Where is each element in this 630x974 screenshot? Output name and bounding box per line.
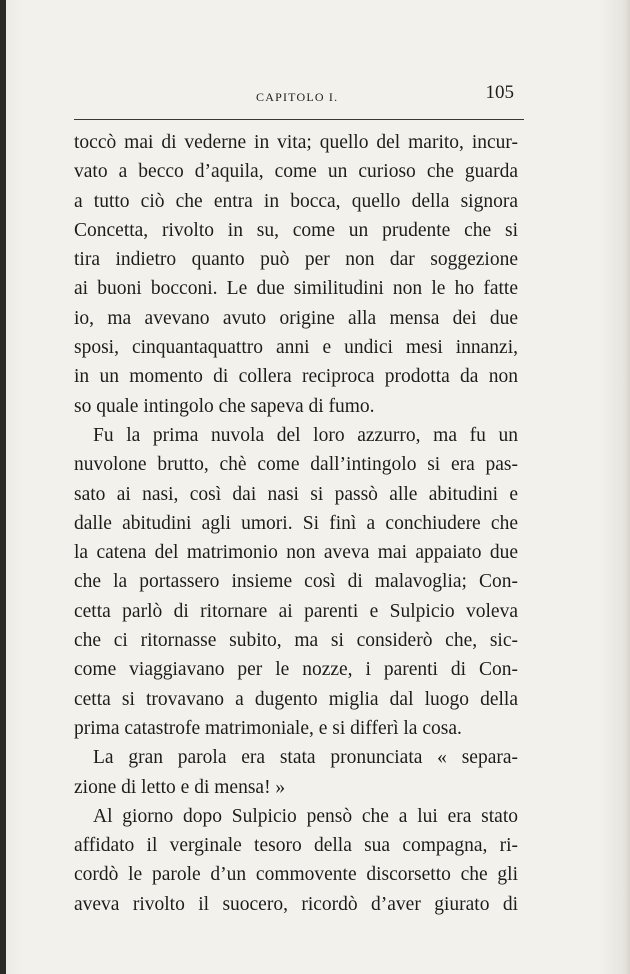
text-line: toccò mai di vederne in vita; quello del marito, incur- <box>74 132 518 153</box>
paragraph-start-line: Al giorno dopo Sulpicio pensò che a lui era stato <box>93 805 518 827</box>
book-spine-edge <box>0 0 6 974</box>
paragraph-start-line: La gran parola era stata pronunciata « separa- <box>93 747 518 769</box>
text-line: come viaggiavano per le nozze, i parenti di Con- <box>74 659 518 681</box>
text-line: aveva rivolto il suocero, ricordò d’aver giurato di <box>74 893 518 915</box>
body-text <box>74 128 518 919</box>
text-line: cetta parlò di ritornare ai parenti e Sulpicio voleva <box>74 600 518 622</box>
text-line: prima catastrofe matrimoniale, e si differì la cosa. <box>74 717 462 739</box>
text-line: la catena del matrimonio non aveva mai appaiato due <box>74 542 518 564</box>
text-line: in un momento di collera reciproca prodotta da non <box>74 366 518 388</box>
text-line: zione di letto e di mensa! » <box>74 776 286 798</box>
text-line: che la portassero insieme così di malavoglia; Con- <box>74 571 518 593</box>
text-line: sposi, cinquantaquattro anni e undici mesi innanzi, <box>74 337 518 359</box>
page-number: 105 <box>485 82 514 103</box>
text-line: nuvolone brutto, chè come dall’intingolo si era pas- <box>74 454 518 476</box>
text-line: affidato il verginale tesoro della sua compagna, ri- <box>74 835 518 857</box>
text-line: dalle abitudini agli umori. Si finì a conchiudere che <box>74 512 518 534</box>
text-line: so quale intingolo che sapeva di fumo. <box>74 395 375 417</box>
text-line: cordò le parole d’un commovente discorsetto che gli <box>74 864 518 886</box>
header-rule <box>74 119 524 120</box>
text-line: che ci ritornasse subito, ma si considerò che, sic- <box>74 630 518 652</box>
text-line: Concetta, rivolto in su, come un prudente che si <box>74 219 518 241</box>
text-line: tira indietro quanto può per non dar soggezione <box>74 249 518 271</box>
text-line: vato a becco d’aquila, come un curioso che guarda <box>74 161 518 183</box>
text-line: ai buoni bocconi. Le due similitudini non le ho fatte <box>74 278 518 300</box>
text-line: cetta si trovavano a dugento miglia dal luogo della <box>74 688 518 710</box>
page-header <box>74 82 518 112</box>
text-line: io, ma avevano avuto origine alla mensa dei due <box>74 307 518 329</box>
paragraph-start-line: Fu la prima nuvola del loro azzurro, ma fu un <box>93 424 518 446</box>
text-line: a tutto ciò che entra in bocca, quello della signora <box>74 190 518 212</box>
text-line: sato ai nasi, così dai nasi si passò alle abitudini e <box>74 483 518 505</box>
running-head: CAPITOLO I. <box>256 90 339 104</box>
